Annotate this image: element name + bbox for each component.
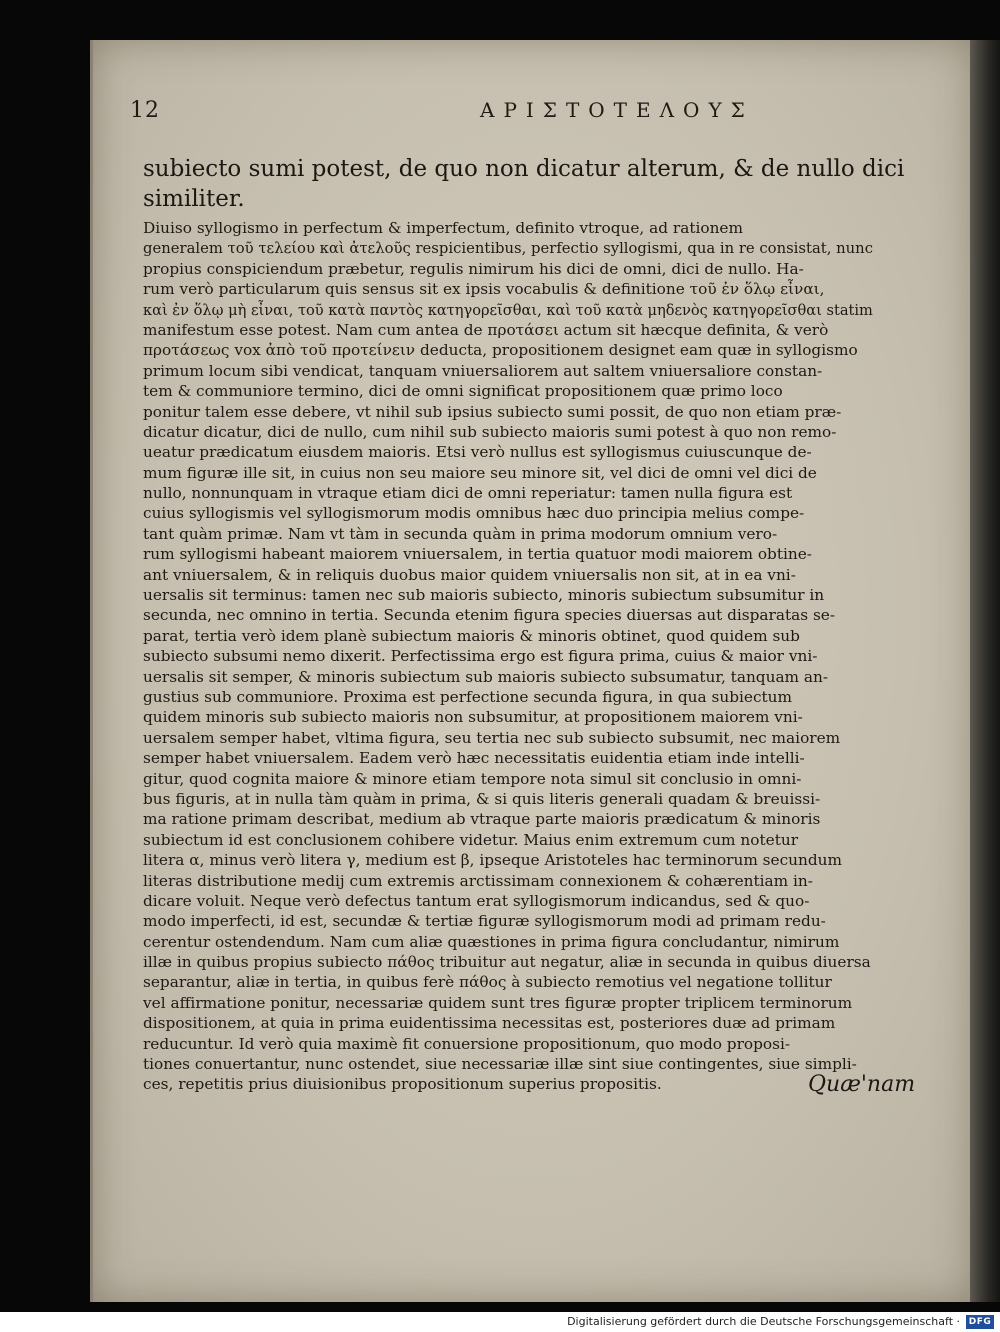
text-line: rum verò particularum quis sensus sit ex ipsis vocabulis & definitione τοῦ ἐν ὅλῳ εἶναι,: [143, 280, 825, 299]
text-line: semper habet vniuersalem. Eadem verò hæc necessitatis euidentia etiam inde intelli-: [143, 749, 805, 768]
text-line: bus figuris, at in nulla tàm quàm in prima, & si quis literis generali quadam & breuissi-: [143, 789, 821, 808]
text-line: literas distributione medij cum extremis arctissimam connexionem & cohærentiam in-: [143, 871, 813, 890]
text-line: manifestum esse potest. Nam cum antea de προτάσει actum sit hæcque definita, & verò: [143, 320, 829, 339]
text-line: rum syllogismi habeant maiorem vniuersalem, in tertia quatuor modi maiorem obtine-: [143, 545, 812, 564]
page-header: [110, 92, 970, 132]
funding-notice: Digitalisierung gefördert durch die Deutsche Forschungsgemeinschaft ·: [567, 1315, 960, 1328]
footer-bar: [0, 1312, 1000, 1332]
text-line: generalem τοῦ τελείου καὶ ἀτελοῦς respicientibus, perfectio syllogismi, qua in re consistat, nunc: [143, 239, 873, 258]
text-line: modo imperfecti, id est, secundæ & tertiæ figuræ syllogismorum modi ad primam redu-: [143, 912, 826, 931]
text-line: cerentur ostendendum. Nam cum aliæ quæstiones in prima figura concludantur, nimirum: [143, 932, 840, 951]
opening-line: subiecto sumi potest, de quo non dicatur alterum, & de nullo dici similiter.: [143, 156, 905, 212]
dfg-logo-icon: DFG: [966, 1315, 994, 1329]
text-line: primum locum sibi vendicat, tanquam vniuersaliorem aut saltem vniuersaliore constan-: [143, 361, 823, 380]
text-line: ponitur talem esse debere, vt nihil sub ipsius subiecto sumi possit, de quo non etiam præ-: [143, 402, 842, 421]
text-line: gitur, quod cognita maiore & minore etiam tempore nota simul sit conclusio in omni-: [143, 769, 802, 788]
text-line: nullo, nonnunquam in vtraque etiam dici de omni reperiatur: tamen nulla figura est: [143, 484, 793, 503]
text-line: ces, repetitis prius diuisionibus propositionum superius propositis.: [143, 1075, 662, 1094]
text-line: uersalis sit semper, & minoris subiectum sub maioris subiecto subsumatur, tanquam an-: [143, 667, 829, 686]
running-head: ΑΡΙΣΤΟΤΕΛΟΥΣ: [480, 98, 754, 122]
text-line: vel affirmatione ponitur, necessariæ quidem sunt tres figuræ propter triplicem terminorum: [143, 993, 853, 1012]
text-line: subiectum id est conclusionem cohibere videtur. Maius enim extremum cum notetur: [143, 830, 799, 849]
page-number: 12: [130, 98, 160, 123]
text-line: illæ in quibus propius subiecto πάθος tribuitur aut negatur, aliæ in secunda in quibus diuersa: [143, 953, 871, 972]
text-line: gustius sub communiore. Proxima est perfectione secunda figura, in qua subiectum: [143, 687, 793, 706]
text-line: litera α, minus verò litera γ, medium est β, ipseque Aristoteles hac terminorum secundum: [143, 851, 843, 870]
text-line: parat, tertia verò idem planè subiectum maioris & minoris obtinet, quod quidem sub: [143, 626, 800, 645]
text-line: mum figuræ ille sit, in cuius non seu maiore seu minore sit, vel dici de omni vel dici de: [143, 463, 817, 482]
text-line: propius conspiciendum præbetur, regulis nimirum his dici de omni, dici de nullo. Ha-: [143, 259, 804, 278]
text-line: uersalis sit terminus: tamen nec sub maioris subiecto, minoris subiectum subsumitur in: [143, 586, 825, 605]
text-line: Diuiso syllogismo in perfectum & imperfectum, definito vtroque, ad rationem: [143, 219, 743, 237]
text-line: ma ratione primam describat, medium ab vtraque parte maioris prædicatum & minoris: [143, 810, 821, 829]
text-line: tiones conuertantur, nunc ostendet, siue necessariæ illæ sint siue contingentes, siue simpli-: [143, 1055, 857, 1074]
text-line: quidem minoris sub subiecto maioris non subsumitur, at propositionem maiorem vni-: [143, 708, 803, 727]
text-line: reducuntur. Id verò quia maximè fit conuersione propositionum, quo modo proposi-: [143, 1034, 791, 1053]
text-line: dispositionem, at quia in prima euidentissima necessitas est, posteriores duæ ad primam: [143, 1014, 836, 1033]
text-line: tem & communiore termino, dici de omni significat propositionem quæ primo loco: [143, 382, 783, 401]
text-line: dicatur dicatur, dici de nullo, cum nihil sub subiecto maioris sumi potest à quo non remo-: [143, 422, 837, 441]
text-line: secunda, nec omnino in tertia. Secunda etenim figura species diuersas aut disparatas se-: [143, 606, 836, 625]
text-line: separantur, aliæ in tertia, in quibus ferè πάθος à subiecto remotius vel negatione tollitur: [143, 973, 832, 992]
catchword: Quæ'nam: [808, 1072, 916, 1097]
body-text: [143, 218, 933, 1095]
text-line: ueatur prædicatum eiusdem maioris. Etsi verò nullus est syllogismus cuiuscunque de-: [143, 443, 812, 462]
text-line: dicare voluit. Neque verò defectus tantum erat syllogismorum indicandus, sed & quo-: [143, 891, 810, 910]
text-line: ant vniuersalem, & in reliquis duobus maior quidem vniuersalis non sit, at in ea vni-: [143, 565, 796, 584]
text-line: subiecto subsumi nemo dixerit. Perfectissima ergo est figura prima, cuius & maior vni-: [143, 647, 818, 666]
text-line: προτάσεως vox ἀπὸ τοῦ προτείνειν deducta, propositionem designet eam quæ in syllogismo: [143, 341, 858, 360]
text-line: uersalem semper habet, vltima figura, seu tertia nec sub subiecto subsumit, nec maiorem: [143, 728, 841, 747]
text-line: καὶ ἐν ὅλῳ μὴ εἶναι, τοῦ κατὰ παντὸς κατηγορεῖσθαι, καὶ τοῦ κατὰ μηδενὸς κατηγορεῖσθαι statim: [143, 300, 873, 319]
text-line: tant quàm primæ. Nam vt tàm in secunda quàm in prima modorum omnium vero-: [143, 524, 778, 543]
book-spine: [970, 40, 1000, 1302]
text-line: cuius syllogismis vel syllogismorum modis omnibus hæc duo principia melius compe-: [143, 504, 805, 523]
